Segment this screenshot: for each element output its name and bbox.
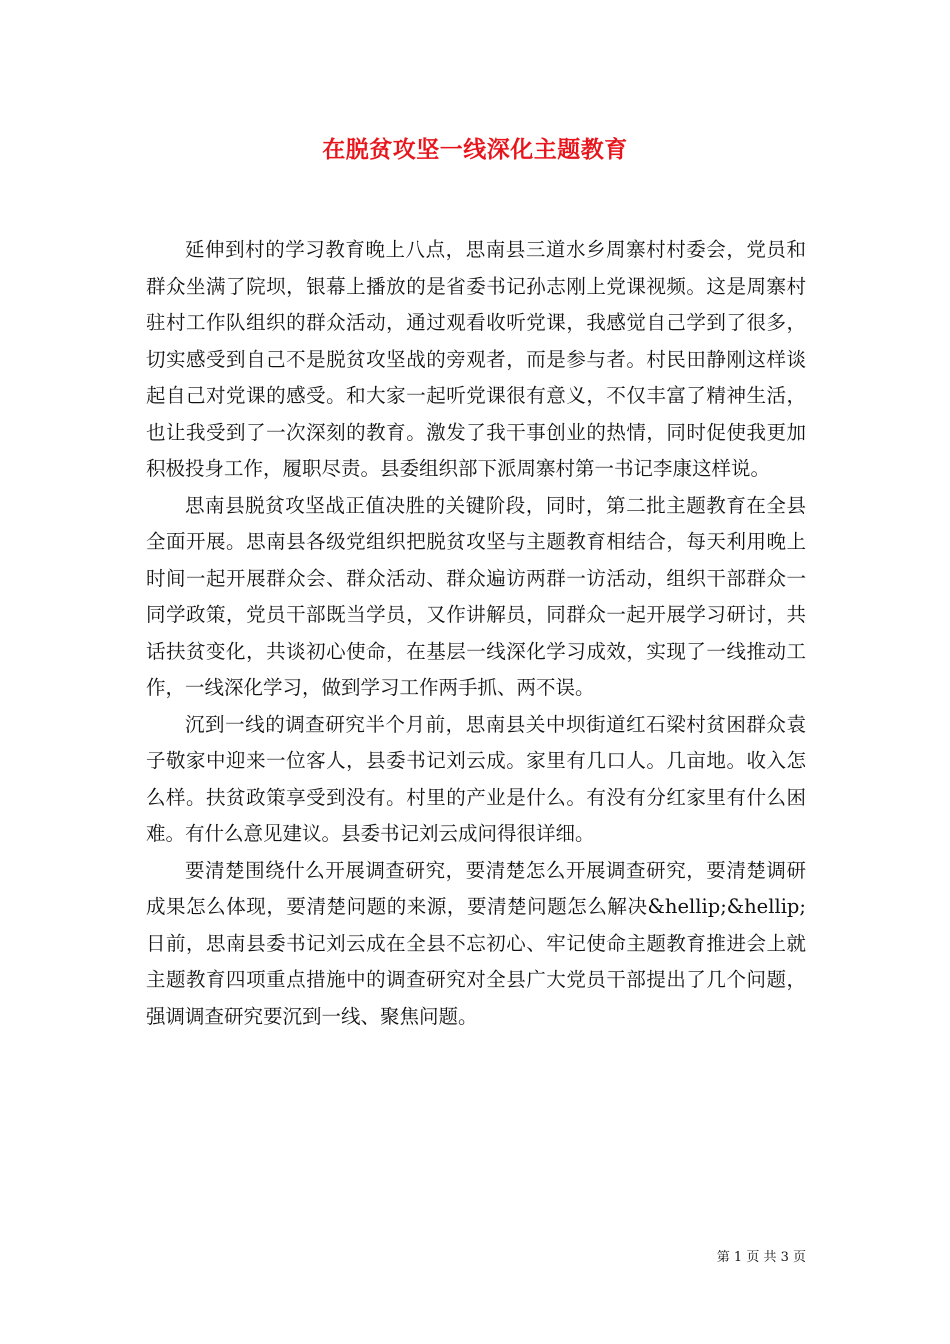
document-body [146, 232, 806, 1035]
paragraph-1: 延伸到村的学习教育晚上八点，思南县三道水乡周寨村村委会，党员和群众坐满了院坝，银幕上播放的是省委书记孙志刚上党课视频。这是周寨村驻村工作队组织的群众活动，通过观看收听党课，我感觉自己学到了很多，切实感受到自己不是脱贫攻坚战的旁观者，而是参与者。村民田静刚这样谈起自己对党课的感受。和大家一起听党课很有意义，不仅丰富了精神生活，也让我受到了一次深刻的教育。激发了我干事创业的热情，同时促使我更加积极投身工作，履职尽责。县委组织部下派周寨村第一书记李康这样说。 [146, 238, 806, 480]
document-title: 在脱贫攻坚一线深化主题教育 [322, 136, 628, 163]
page-number: 第 1 页 共 3 页 [716, 1250, 806, 1265]
paragraph-4: 要清楚围绕什么开展调查研究，要清楚怎么开展调查研究，要清楚调研成果怎么体现，要清楚问题的来源，要清楚问题怎么解决&hellip;&hellip;日前，思南县委书记刘云成在全县不忘初心、牢记使命主题教育推进会上就主题教育四项重点措施中的调查研究对全县广大党员干部提出了几个问题，强调调查研究要沉到一线、聚焦问题。 [146, 858, 806, 1028]
paragraph-2: 思南县脱贫攻坚战正值决胜的关键阶段，同时，第二批主题教育在全县全面开展。思南县各级党组织把脱贫攻坚与主题教育相结合，每天利用晚上时间一起开展群众会、群众活动、群众遍访两群一访活动，组织干部群众一同学政策，党员干部既当学员，又作讲解员，同群众一起开展学习研讨，共话扶贫变化，共谈初心使命，在基层一线深化学习成效，实现了一线推动工作，一线深化学习，做到学习工作两手抓、两不误。 [146, 493, 806, 699]
paragraph-3: 沉到一线的调查研究半个月前，思南县关中坝街道红石梁村贫困群众袁子敬家中迎来一位客人，县委书记刘云成。家里有几口人。几亩地。收入怎么样。扶贫政策享受到没有。村里的产业是什么。有没有分红家里有什么困难。有什么意见建议。县委书记刘云成问得很详细。 [146, 712, 806, 845]
